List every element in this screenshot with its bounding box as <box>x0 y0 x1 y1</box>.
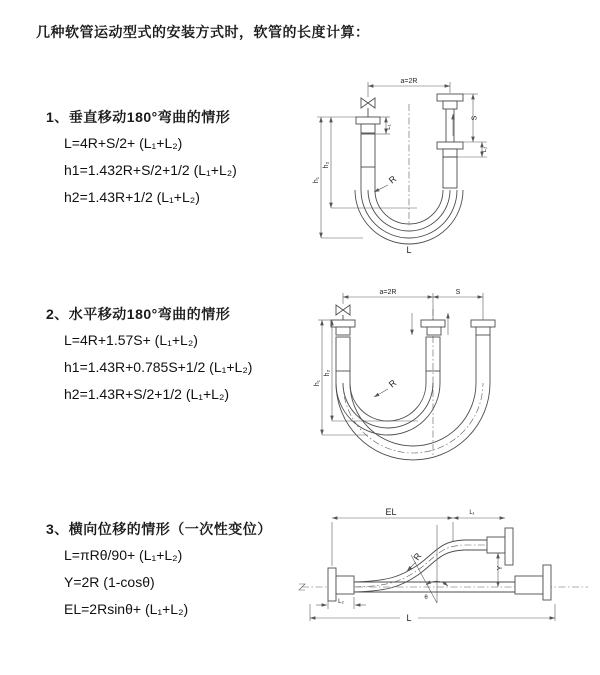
hose-bend-arcs-pos1 <box>336 383 440 435</box>
dim-label-l: L <box>406 613 412 623</box>
dim-l2 <box>316 597 366 609</box>
diagram-horizontal-180-bend <box>308 283 570 463</box>
dim-label-r: R <box>386 377 399 390</box>
left-leg <box>356 117 380 190</box>
radius-callout <box>374 173 399 192</box>
dim-label-l2: L₂ <box>482 146 488 153</box>
bend-angle <box>411 525 448 603</box>
section-3-heading: 3、横向位移的情形（一次性变位） <box>46 521 272 537</box>
section-3-formula-L: L=πRθ/90+ (L₁+L₂) <box>64 547 183 563</box>
radius-callout <box>374 377 399 397</box>
dim-label-r: R <box>386 173 399 186</box>
dim-label-h2: h₂ <box>324 369 331 377</box>
diagram-lateral-displacement <box>296 500 596 650</box>
dim-label-h1: h₁ <box>313 176 320 184</box>
dim-label-l1: L₁ <box>469 510 475 516</box>
dim-label-a2r: a=2R <box>379 289 397 296</box>
left-leg <box>331 320 355 383</box>
hose-bend-arcs-pos2 <box>336 383 490 460</box>
braided-hose-section <box>361 134 375 167</box>
dim-span <box>343 289 483 320</box>
dim-label-r: R <box>411 551 424 563</box>
left-flange <box>328 568 354 601</box>
braided-hose-section <box>336 337 350 371</box>
dim-label-s: S <box>471 115 479 121</box>
section-1-heading: 1、垂直移动180°弯曲的情形 <box>46 109 231 125</box>
dim-label-el: EL <box>385 507 397 517</box>
dim-l <box>310 604 555 623</box>
dim-label-l2: L₂ <box>338 599 344 605</box>
dim-stroke-s <box>463 94 487 142</box>
section-3-formula-EL: EL=2Rsinθ+ (L₁+L₂) <box>64 601 189 617</box>
valve-icon <box>336 305 350 320</box>
section-2-formula-L: L=4R+1.57S+ (L₁+L₂) <box>64 332 198 348</box>
dim-label-l: L <box>406 245 412 255</box>
section-1-formula-h1: h1=1.432R+S/2+1/2 (L₁+L₂) <box>64 162 237 178</box>
section-1-formula-L: L=4R+S/2+ (L₁+L₂) <box>64 135 183 151</box>
right-leg <box>471 320 495 383</box>
dim-label-a2r: a=2R <box>400 78 418 85</box>
section-3-formula-Y: Y=2R (1-cosθ) <box>64 574 155 590</box>
dim-l1 <box>453 510 505 518</box>
section-2-heading: 2、水平移动180°弯曲的情形 <box>46 306 231 322</box>
right-leg <box>437 94 463 188</box>
diagram-vertical-180-bend <box>305 70 555 260</box>
dim-label-y: Y <box>497 565 504 571</box>
middle-leg <box>412 313 448 383</box>
braided-hose-section <box>443 157 457 188</box>
dim-h1 <box>313 117 363 238</box>
dim-label-s: S <box>455 289 461 296</box>
page-title: 几种软管运动型式的安装方式时，软管的长度计算： <box>36 24 370 40</box>
section-2-formula-h1: h1=1.43R+0.785S+1/2 (L₁+L₂) <box>64 359 253 375</box>
angle-label-theta: θ <box>424 595 428 601</box>
dim-el <box>332 507 453 566</box>
straight-position-tube <box>354 565 551 600</box>
dim-label-l1: L₁ <box>386 124 392 130</box>
valve-icon <box>361 98 375 117</box>
dim-label-h1: h₁ <box>314 379 321 387</box>
dim-label-h2: h₂ <box>323 161 330 169</box>
section-2-formula-h2: h2=1.43R+S/2+1/2 (L₁+L₂) <box>64 386 230 402</box>
section-1-formula-h2: h2=1.43R+1/2 (L₁+L₂) <box>64 189 200 205</box>
